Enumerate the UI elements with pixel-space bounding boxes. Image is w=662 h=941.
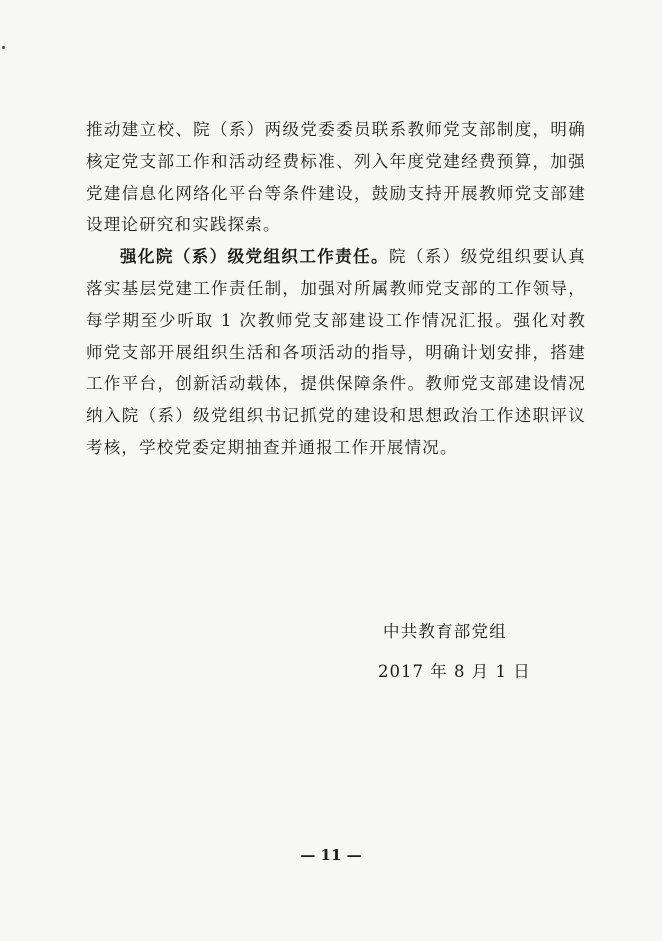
issuer-signature: 中共教育部党组 xyxy=(383,622,507,641)
paragraph-2 xyxy=(86,241,586,464)
paragraph-2-body: 院（系）级党组织要认真落实基层党建工作责任制，加强对所属教师党支部的工作领导，每学期至少听取 1 次教师党支部建设工作情况汇报。强化对教师党支部开展组织生活和各项活动的指导，明确计划安排，搭建工作平台，创新活动载体，提供保障条件。教师党支部建设情况纳入院（系）级党组织书记抓党的建设和思想政治工作述职评议考核，学校党委定期抽查并通报工作开展情况。 xyxy=(86,247,587,457)
paragraph-2-heading: 强化院（系）级党组织工作责任。 xyxy=(120,247,389,267)
issue-date: 2017 年 8 月 1 日 xyxy=(378,662,531,681)
paragraph-1: 推动建立校、院（系）两级党委委员联系教师党支部制度，明确核定党支部工作和活动经费标准、列入年度党建经费预算，加强党建信息化网络化平台等条件建设，鼓励支持开展教师党支部建设理论研究和实践探索。 xyxy=(86,120,586,235)
document-body xyxy=(86,114,586,464)
page-number: — 11 — xyxy=(300,846,362,864)
scan-artifact xyxy=(2,46,5,49)
